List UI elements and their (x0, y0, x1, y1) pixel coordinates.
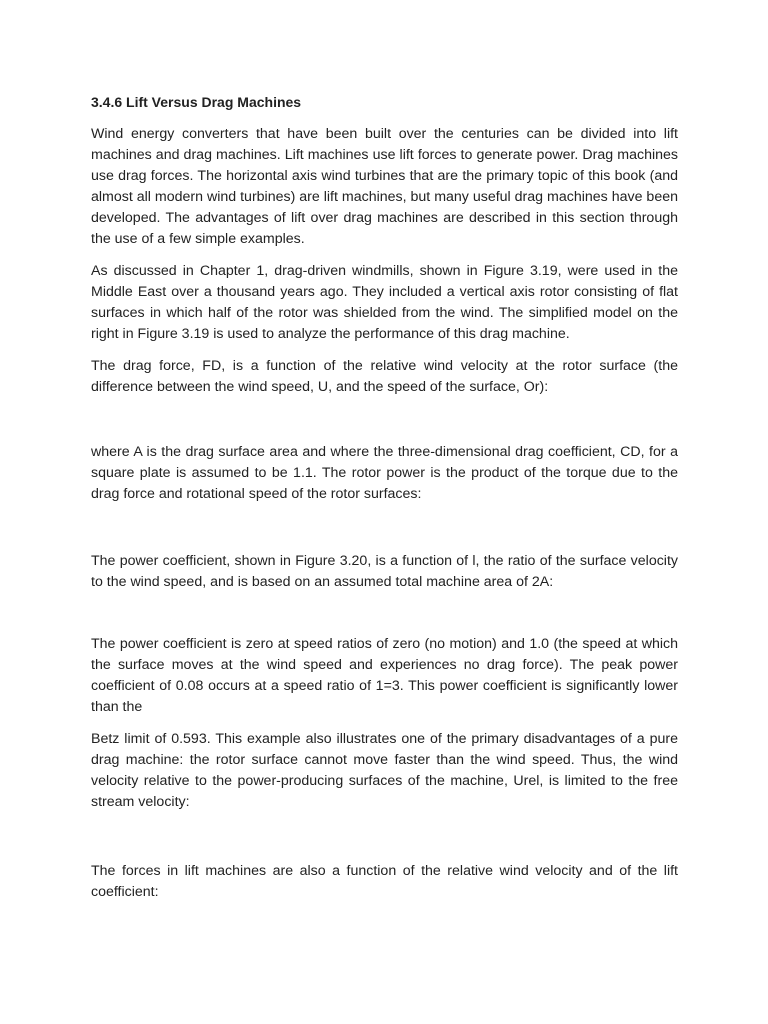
paragraph-drag-force: The drag force, FD, is a function of the relative wind velocity at the rotor surface (the difference between the wind speed, U, and the speed of the surface, Or): (91, 358, 678, 395)
equation-placeholder (91, 505, 678, 551)
equation-placeholder (91, 813, 678, 861)
paragraph-zero-power: The power coefficient is zero at speed ratios of zero (no motion) and 1.0 (the speed at which the surface moves at the wind speed and experiences no drag force). The peak power coefficient of 0.08 occurs at a speed ratio of 1=3. This power coefficient is significantly lower than the (91, 636, 678, 715)
equation-placeholder (91, 593, 678, 634)
paragraph-intro: Wind energy converters that have been built over the centuries can be divided into lift machines and drag machines. Lift machines use lift forces to generate power. Drag machines use drag forces. The horizontal axis wind turbines that are the primary topic of this book (and almost all modern wind turbines) are lift machines, but many useful drag machines have been developed. The advantages of lift over drag machines are described in this section through the use of a few simple examples. (91, 126, 678, 247)
equation-placeholder (91, 398, 678, 442)
section-heading: 3.4.6 Lift Versus Drag Machines (91, 94, 302, 110)
document-page (91, 92, 678, 903)
paragraph-betz-limit: Betz limit of 0.593. This example also illustrates one of the primary disadvantages of a pure drag machine: the rotor surface cannot move faster than the wind speed. Thus, the wind velocity relative to the power-producing surfaces of the machine, Urel, is limited to the free stream velocity: (91, 731, 678, 810)
paragraph-power-coefficient: The power coefficient, shown in Figure 3.20, is a function of l, the ratio of the surface velocity to the wind speed, and is based on an assumed total machine area of 2A: (91, 553, 678, 590)
paragraph-drag-area: where A is the drag surface area and where the three-dimensional drag coefficient, CD, for a square plate is assumed to be 1.1. The rotor power is the product of the torque due to the drag force and rotational speed of the rotor surfaces: (91, 444, 678, 502)
paragraph-lift-forces: The forces in lift machines are also a function of the relative wind velocity and of the lift coefficient: (91, 863, 678, 900)
paragraph-history: As discussed in Chapter 1, drag-driven windmills, shown in Figure 3.19, were used in the Middle East over a thousand years ago. They included a vertical axis rotor consisting of flat surfaces in which half of the rotor was shielded from the wind. The simplified model on the right in Figure 3.19 is used to analyze the performance of this drag machine. (91, 263, 678, 342)
